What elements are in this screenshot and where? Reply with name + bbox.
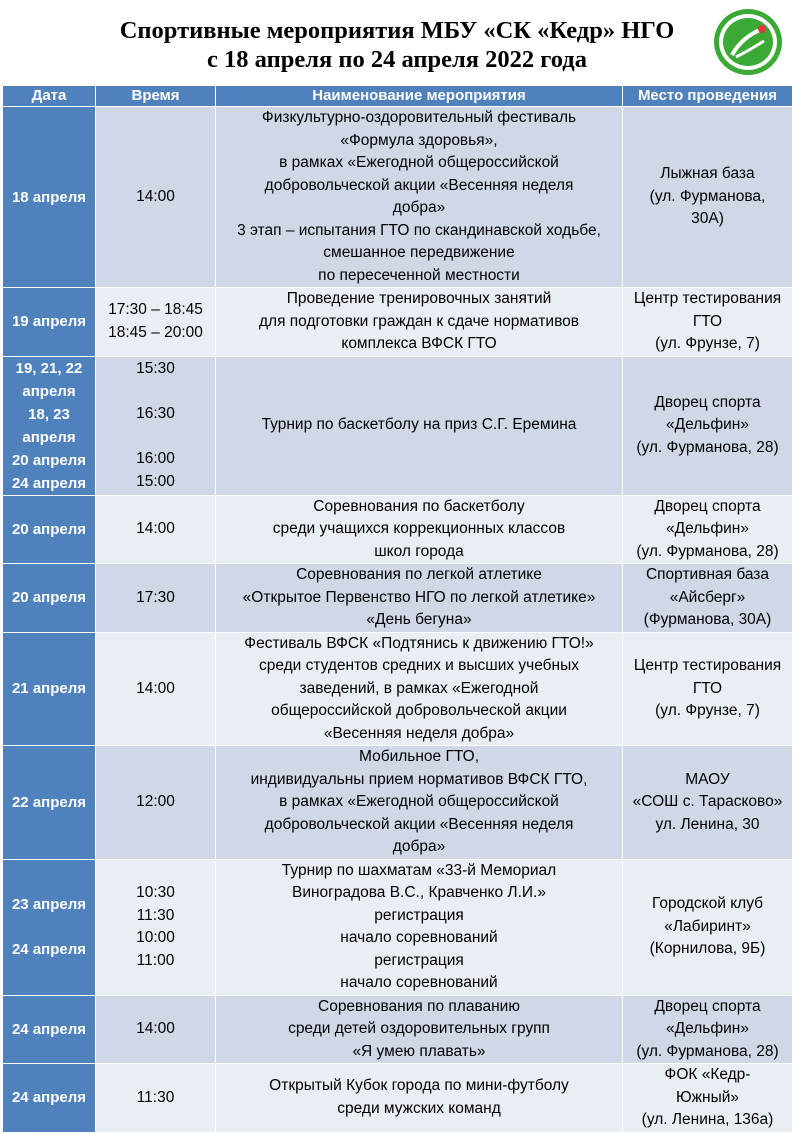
date-cell <box>3 859 96 995</box>
time-cell-line: 11:00 <box>136 951 175 969</box>
date-cell-line: 24 апреля <box>11 941 87 959</box>
time-cell-line: 14:00 <box>136 520 175 537</box>
time-cell-line: 15:30 <box>136 360 175 377</box>
place-cell-line: «Дельфин» <box>666 416 749 434</box>
time-cell-line: 11:30 <box>136 906 175 924</box>
event-cell-line: «Формула здоровья», <box>340 131 498 149</box>
table-row <box>3 288 793 357</box>
place-cell-line: «Лабиринт» <box>664 917 751 935</box>
place-cell-line: «Дельфин» <box>666 1020 749 1037</box>
event-cell-line: Физкультурно-оздоровительный фестиваль <box>261 109 577 126</box>
event-cell-line: «День бегуна» <box>366 611 472 628</box>
page-title <box>0 16 794 74</box>
date-cell-line <box>5 916 93 939</box>
time-cell-line: 18:45 – 20:00 <box>108 323 203 341</box>
place-cell <box>623 288 793 357</box>
event-cell-line: добровольческой акции «Весенняя неделя <box>264 815 574 833</box>
event-cell-line: 3 этап – испытания ГТО по скандинавской ходьбе, <box>237 221 601 239</box>
event-cell-line: для подготовки граждан к сдаче нормативов <box>259 312 579 330</box>
table-row <box>3 632 793 746</box>
place-cell <box>623 632 793 746</box>
date-cell-line: 20 апреля <box>11 589 87 607</box>
time-cell-line: 12:00 <box>136 793 175 810</box>
place-cell-line: Городской клуб <box>651 895 763 913</box>
place-cell-line: Спортивная база <box>645 566 770 583</box>
event-cell-line: добра» <box>392 199 446 216</box>
date-cell <box>3 746 96 860</box>
date-cell <box>3 495 96 564</box>
event-cell <box>216 859 623 995</box>
time-cell <box>96 632 216 746</box>
column-header-event: Наименование мероприятия <box>216 86 623 107</box>
date-cell-line: апреля <box>22 428 76 446</box>
event-cell-line: среди детей оздоровительных групп <box>288 1020 550 1037</box>
place-cell-line: (Корнилова, 9Б) <box>649 940 766 958</box>
time-cell <box>96 356 216 495</box>
date-cell-line: 18 апреля <box>11 188 87 206</box>
place-cell-line: Южный» <box>675 1088 739 1106</box>
table-row <box>3 564 793 633</box>
time-cell-line <box>98 426 213 449</box>
place-cell-line: (ул. Ленина, 136а) <box>641 1111 774 1128</box>
place-cell-line: (ул. Фурманова, 28) <box>636 1042 779 1060</box>
time-cell-line: 16:30 <box>136 405 175 422</box>
place-cell-line: Дворец спорта <box>654 393 761 411</box>
time-cell <box>96 564 216 633</box>
title-line-1: Спортивные мероприятия МБУ «СК «Кедр» НГО <box>119 17 675 44</box>
place-cell <box>623 1064 793 1133</box>
table-row <box>3 495 793 564</box>
time-cell <box>96 746 216 860</box>
event-cell-line: Соревнования по плаванию <box>318 997 520 1015</box>
event-cell-line: Соревнования по баскетболу <box>313 497 525 515</box>
column-header-time: Время <box>96 86 216 107</box>
event-cell-line: добра» <box>392 838 446 855</box>
place-cell-line: (Фурманова, 30А) <box>643 611 772 628</box>
event-cell-line: Соревнования по легкой атлетике <box>296 566 542 583</box>
date-cell <box>3 632 96 746</box>
time-cell-line: 10:00 <box>136 929 175 946</box>
date-cell <box>3 107 96 288</box>
column-header-date: Дата <box>3 86 96 107</box>
place-cell-line: «Айсберг» <box>669 588 746 606</box>
date-cell-line: 20 апреля <box>11 451 87 469</box>
event-cell-line: «Я умею плавать» <box>352 1042 486 1060</box>
date-cell-line: 20 апреля <box>11 520 87 538</box>
place-cell-line: (ул. Фурманова, 28) <box>636 438 779 456</box>
place-cell <box>623 564 793 633</box>
event-cell-line: Турнир по баскетболу на приз С.Г. Еремина <box>261 416 577 434</box>
place-cell-line: «СОШ с. Тарасково» <box>632 793 783 810</box>
place-cell-line: Дворец спорта <box>654 497 761 515</box>
event-cell-line: регистрация <box>374 906 464 924</box>
date-cell-line: 18, 23 <box>28 405 70 423</box>
event-cell-line: регистрация <box>374 951 464 969</box>
place-cell-line: МАОУ <box>685 770 730 788</box>
event-cell-line: Открытый Кубок города по мини-футболу <box>269 1077 569 1095</box>
place-cell-line: ФОК «Кедр- <box>664 1066 751 1083</box>
event-cell-line: в рамках «Ежегодной общероссийской <box>279 154 559 171</box>
time-cell <box>96 495 216 564</box>
date-cell-line: апреля <box>22 382 76 400</box>
event-cell <box>216 564 623 633</box>
title-line-2: с 18 апреля по 24 апреля 2022 года <box>207 46 587 73</box>
event-cell-line: Турнир по шахматам «33-й Мемориал <box>281 861 557 879</box>
place-cell <box>623 495 793 564</box>
event-cell-line: добровольческой акции «Весенняя неделя <box>264 176 574 194</box>
table-header-row <box>3 86 793 107</box>
event-cell-line: «Открытое Первенство НГО по легкой атлетике» <box>242 588 596 606</box>
table-row <box>3 356 793 495</box>
time-cell <box>96 995 216 1064</box>
place-cell-line: (ул. Фрунзе, 7) <box>655 702 760 719</box>
event-cell <box>216 288 623 357</box>
place-cell <box>623 859 793 995</box>
event-cell-line: индивидуальны прием нормативов ВФСК ГТО, <box>250 770 588 788</box>
date-cell <box>3 995 96 1064</box>
place-cell-line: ГТО <box>692 679 723 697</box>
date-cell-line: 23 апреля <box>11 895 87 913</box>
event-cell-line: среди мужских команд <box>337 1099 501 1117</box>
event-cell-line: комплекса ВФСК ГТО <box>341 335 497 352</box>
table-row <box>3 995 793 1064</box>
event-cell-line: начало соревнований <box>340 929 498 946</box>
place-cell-line: 30А) <box>691 210 724 228</box>
date-cell-line: 24 апреля <box>11 1020 87 1038</box>
time-cell-line: 14:00 <box>136 187 175 205</box>
date-cell-line: 24 апреля <box>11 474 87 492</box>
event-cell-line: общероссийской добровольческой акции <box>271 702 567 719</box>
event-cell <box>216 107 623 288</box>
time-cell-line: 17:30 <box>136 588 175 606</box>
time-cell <box>96 288 216 357</box>
event-cell <box>216 995 623 1064</box>
place-cell-line: ГТО <box>692 312 723 330</box>
event-cell-line: смешанное передвижение <box>323 244 515 261</box>
time-cell-line <box>98 381 213 404</box>
place-cell-line: «Дельфин» <box>666 520 749 537</box>
table-row <box>3 746 793 860</box>
time-cell-line: 14:00 <box>136 679 175 697</box>
place-cell-line: ул. Ленина, 30 <box>655 815 760 833</box>
event-cell-line: по пересеченной местности <box>318 266 520 284</box>
place-cell-line: Дворец спорта <box>654 997 761 1015</box>
date-cell <box>3 288 96 357</box>
events-table <box>2 85 793 1133</box>
date-cell <box>3 1064 96 1133</box>
time-cell <box>96 1064 216 1133</box>
event-cell-line: Фестиваль ВФСК «Подтянись к движению ГТО!» <box>244 634 594 652</box>
date-cell-line: 21 апреля <box>11 680 87 698</box>
event-cell-line: Мобильное ГТО, <box>359 748 479 765</box>
event-cell-line: заведений, в рамках «Ежегодной <box>299 679 539 697</box>
event-cell-line: начало соревнований <box>340 974 498 991</box>
time-cell <box>96 859 216 995</box>
place-cell-line: (ул. Фурманова, 28) <box>636 542 779 560</box>
event-cell <box>216 632 623 746</box>
event-cell-line: в рамках «Ежегодной общероссийской <box>279 793 559 810</box>
time-cell-line: 11:30 <box>136 1088 175 1106</box>
place-cell-line: Центр тестирования <box>633 657 782 674</box>
event-cell-line: школ города <box>374 542 464 560</box>
kedr-logo-icon <box>712 7 784 77</box>
place-cell-line: (ул. Фурманова, <box>649 187 766 205</box>
date-cell <box>3 356 96 495</box>
table-row <box>3 107 793 288</box>
event-cell <box>216 356 623 495</box>
time-cell-line: 15:00 <box>136 472 175 490</box>
event-cell <box>216 495 623 564</box>
place-cell-line: Лыжная база <box>660 165 755 183</box>
date-cell-line: 22 апреля <box>11 793 87 811</box>
date-cell <box>3 564 96 633</box>
table-row <box>3 859 793 995</box>
event-cell <box>216 746 623 860</box>
column-header-place: Место проведения <box>623 86 793 107</box>
place-cell <box>623 107 793 288</box>
time-cell-line: 14:00 <box>136 1020 175 1037</box>
place-cell <box>623 746 793 860</box>
date-cell-line: 19, 21, 22 <box>15 359 83 377</box>
event-cell-line: Виноградова В.С., Кравченко Л.И.» <box>292 884 546 901</box>
time-cell <box>96 107 216 288</box>
place-cell <box>623 995 793 1064</box>
event-cell-line: среди студентов средних и высших учебных <box>258 657 580 674</box>
place-cell-line: Центр тестирования <box>633 290 782 307</box>
time-cell-line: 10:30 <box>136 884 175 901</box>
event-cell-line: «Весенняя неделя добра» <box>323 724 515 742</box>
date-cell-line: 24 апреля <box>11 1089 87 1107</box>
place-cell-line: (ул. Фрунзе, 7) <box>655 335 760 352</box>
event-cell-line: Проведение тренировочных занятий <box>286 290 552 307</box>
time-cell-line: 16:00 <box>136 450 175 467</box>
table-row <box>3 1064 793 1133</box>
place-cell <box>623 356 793 495</box>
time-cell-line: 17:30 – 18:45 <box>108 301 203 319</box>
event-cell <box>216 1064 623 1133</box>
event-cell-line: среди учащихся коррекционных классов <box>272 520 566 537</box>
date-cell-line: 19 апреля <box>11 313 87 331</box>
